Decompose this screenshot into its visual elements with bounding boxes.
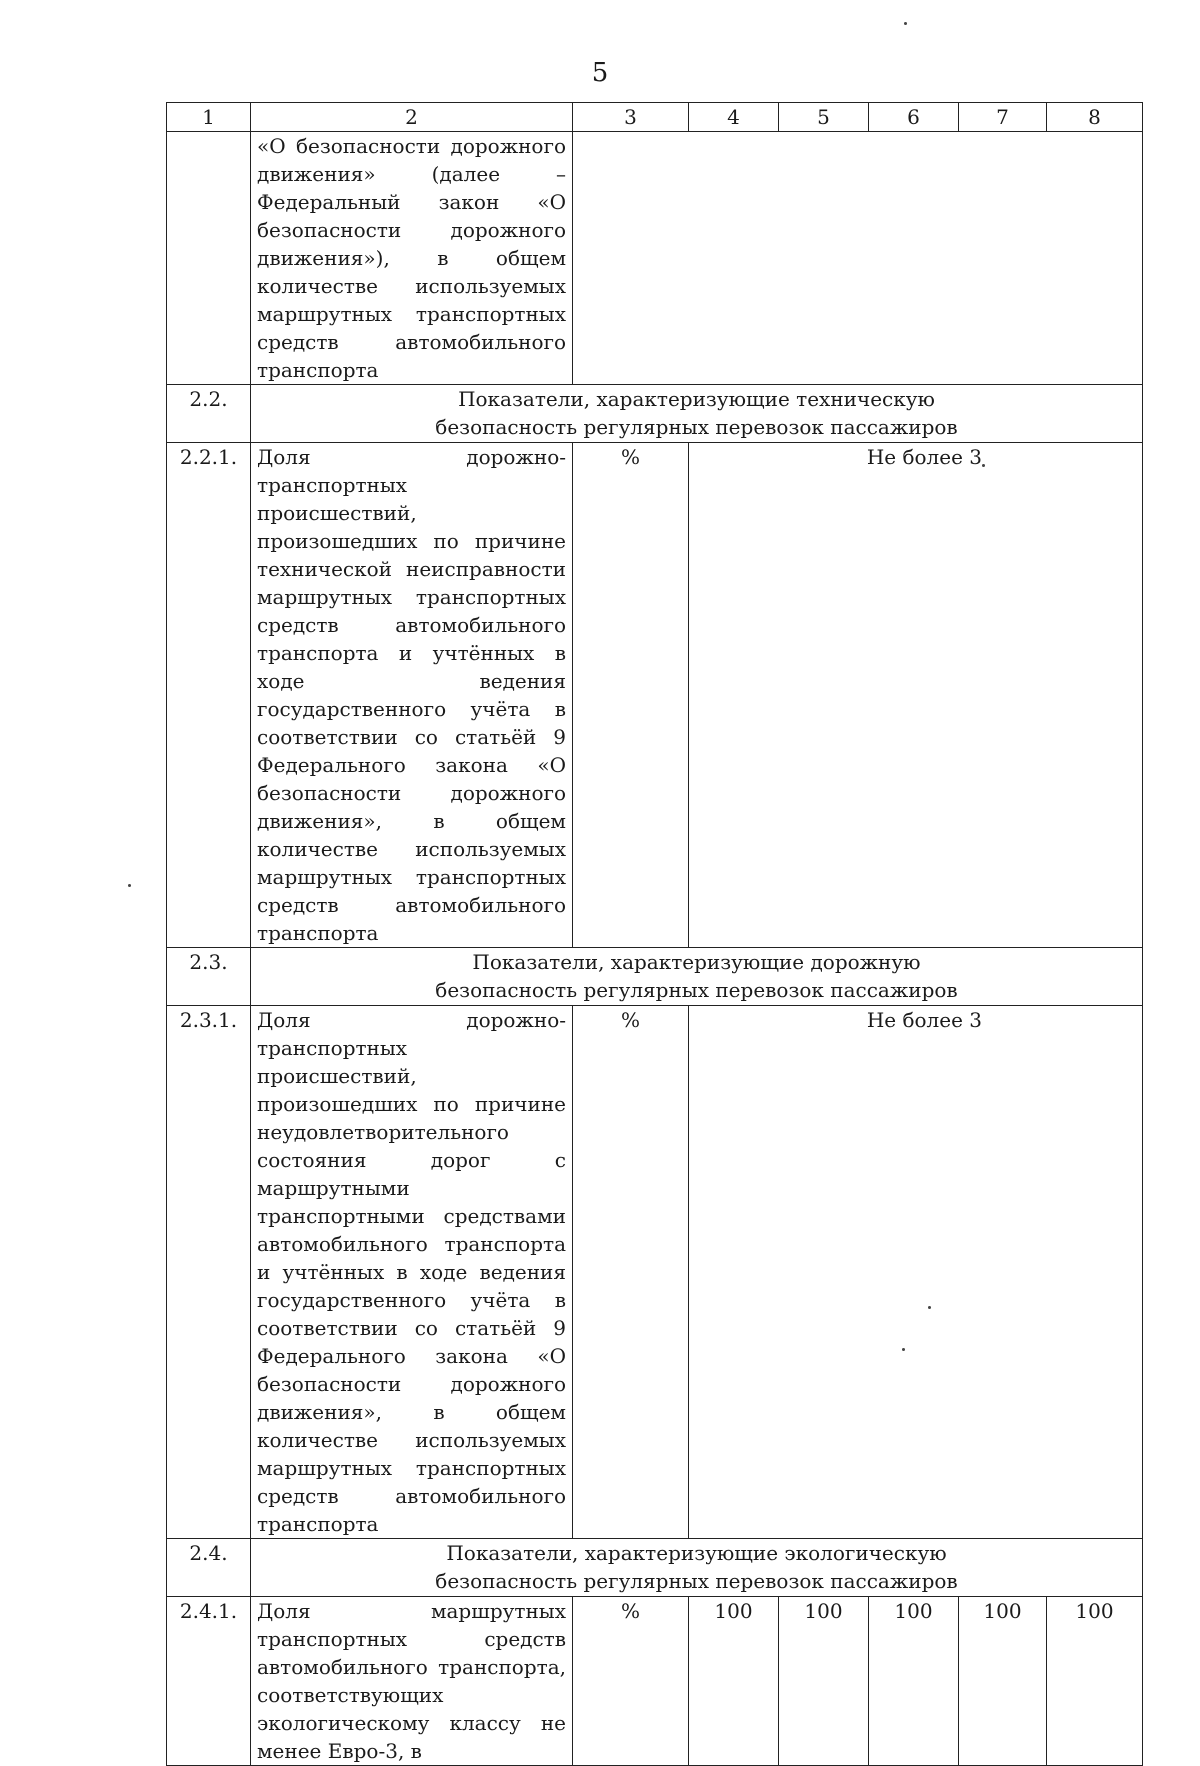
row-description: Доля дорожно-транспортных происшествий, произошедших по причине неудовлетворительного состояния дорог с маршрутными транспортными средствами автомобильного транспорта и учтённых в ходе ведения государственного учёта в соответствии со статьёй 9 Федерального закона «О безопасности дорожного движения», в общем количестве используемых маршрутных транспортных средств автомобильного транспорта bbox=[251, 1006, 573, 1539]
col-header-7: 7 bbox=[959, 103, 1047, 132]
column-number-header bbox=[167, 103, 1143, 132]
table-row bbox=[167, 1006, 1143, 1539]
page-number: 5 bbox=[591, 58, 609, 88]
col-header-4: 4 bbox=[689, 103, 779, 132]
table-row bbox=[167, 443, 1143, 948]
row-number: 2.3.1. bbox=[167, 1006, 251, 1539]
col-header-5: 5 bbox=[779, 103, 869, 132]
row-value: Не более 3 bbox=[689, 1006, 1143, 1539]
row-description: Доля маршрутных транспортных средств автомобильного транспорта, соответствующих экологическому классу не менее Евро-3, в bbox=[251, 1597, 573, 1766]
row-number bbox=[167, 132, 251, 385]
row-value: Не более 3 bbox=[689, 443, 1143, 948]
row-value-col6: 100 bbox=[869, 1597, 959, 1766]
row-number: 2.2.1. bbox=[167, 443, 251, 948]
row-description: Доля дорожно-транспортных происшествий, произошедших по причине технической неисправности маршрутных транспортных средств автомобильного транспорта и учтённых в ходе ведения государственного учёта в соответствии со статьёй 9 Федерального закона «О безопасности дорожного движения», в общем количестве используемых маршрутных транспортных средств автомобильного транспорта bbox=[251, 443, 573, 948]
scan-speck bbox=[982, 464, 985, 467]
section-number: 2.3. bbox=[167, 948, 251, 1006]
row-value-col5: 100 bbox=[779, 1597, 869, 1766]
col-header-3: 3 bbox=[573, 103, 689, 132]
section-number: 2.2. bbox=[167, 385, 251, 443]
row-value-col7: 100 bbox=[959, 1597, 1047, 1766]
scan-speck bbox=[928, 1306, 931, 1309]
scan-speck bbox=[128, 884, 131, 887]
row-unit: % bbox=[573, 443, 689, 948]
table-row bbox=[167, 132, 1143, 385]
section-title: Показатели, характеризующие техническую безопасность регулярных перевозок пассажиров bbox=[251, 385, 1143, 443]
table-row bbox=[167, 1597, 1143, 1766]
row-values bbox=[573, 132, 1143, 385]
col-header-6: 6 bbox=[869, 103, 959, 132]
scan-speck bbox=[904, 22, 907, 25]
section-row bbox=[167, 385, 1143, 443]
col-header-2: 2 bbox=[251, 103, 573, 132]
section-title: Показатели, характеризующие дорожную безопасность регулярных перевозок пассажиров bbox=[251, 948, 1143, 1006]
col-header-8: 8 bbox=[1047, 103, 1143, 132]
indicators-table bbox=[166, 102, 1143, 1766]
section-row bbox=[167, 1539, 1143, 1597]
row-number: 2.4.1. bbox=[167, 1597, 251, 1766]
section-row bbox=[167, 948, 1143, 1006]
row-unit: % bbox=[573, 1597, 689, 1766]
row-value-col4: 100 bbox=[689, 1597, 779, 1766]
row-value-col8: 100 bbox=[1047, 1597, 1143, 1766]
row-unit: % bbox=[573, 1006, 689, 1539]
row-description: «О безопасности дорожного движения» (далее – Федеральный закон «О безопасности дорожного движения»), в общем количестве используемых маршрутных транспортных средств автомобильного транспорта bbox=[251, 132, 573, 385]
col-header-1: 1 bbox=[167, 103, 251, 132]
section-number: 2.4. bbox=[167, 1539, 251, 1597]
scan-speck bbox=[902, 1348, 905, 1351]
section-title: Показатели, характеризующие экологическую безопасность регулярных перевозок пассажиров bbox=[251, 1539, 1143, 1597]
